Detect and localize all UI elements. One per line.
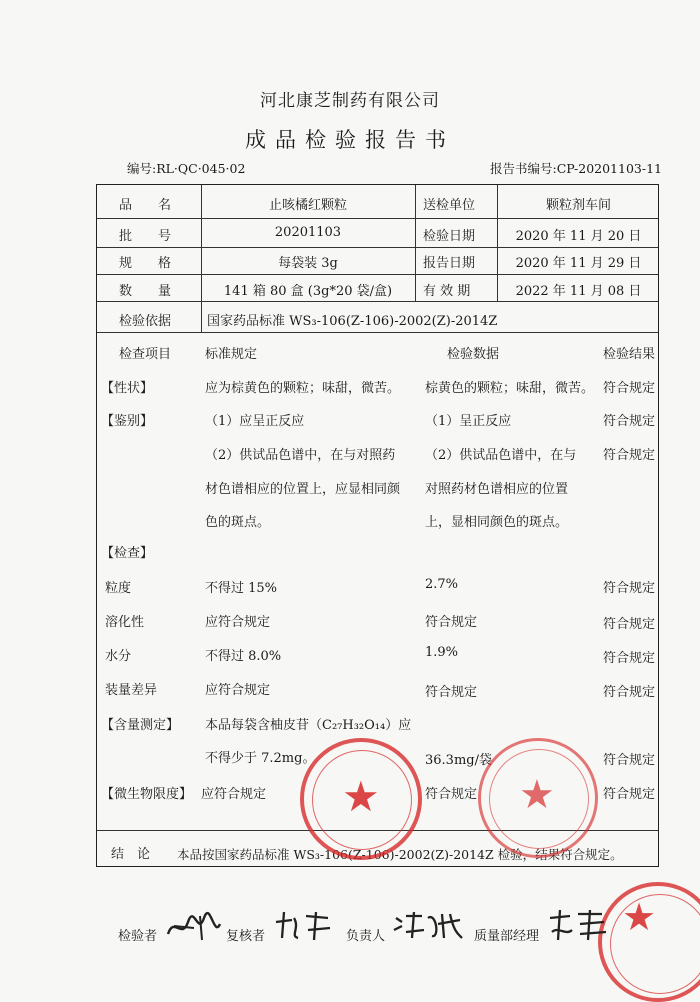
data-solubility: 符合规定 bbox=[425, 615, 478, 630]
manager-label: 负责人 bbox=[346, 929, 386, 944]
std-assay-line1: 本品每袋含柚皮苷（C₂₇H₃₂O₁₄）应 bbox=[205, 718, 412, 733]
value-submitting-unit: 颗粒剂车间 bbox=[545, 198, 611, 213]
label-quantity: 数 量 bbox=[119, 284, 172, 299]
document-code: 编号:RL·QC·045·02 bbox=[127, 161, 246, 176]
conclusion-text: 本品按国家药品标准 WS₃-106(Z-106)-2002(Z)-2014Z 检验，结果符合规定。 bbox=[177, 847, 623, 862]
result-moisture: 符合规定 bbox=[603, 651, 656, 666]
item-solubility: 溶化性 bbox=[105, 615, 145, 630]
value-quantity: 141 箱 80 盒 (3g*20 袋/盒) bbox=[223, 284, 393, 299]
data-particle-size: 2.7% bbox=[425, 577, 459, 592]
report-title: 成品检验报告书 bbox=[245, 128, 455, 152]
std-identification-2-line3: 色的斑点。 bbox=[205, 515, 271, 530]
value-basis: 国家药品标准 WS₃-106(Z-106)-2002(Z)-2014Z bbox=[207, 314, 498, 329]
label-report-date: 报告日期 bbox=[423, 256, 476, 271]
std-identification-2-line2: 材色谱相应的位置上，应显相同颜 bbox=[205, 482, 401, 497]
item-identification: 【鉴别】 bbox=[101, 414, 154, 429]
label-specification: 规 格 bbox=[119, 256, 172, 271]
result-identification-2: 符合规定 bbox=[603, 448, 656, 463]
data-identification-1: （1）呈正反应 bbox=[425, 414, 512, 429]
item-particle-size: 粒度 bbox=[105, 581, 132, 596]
data-identification-2-line3: 上，显相同颜色的斑点。 bbox=[425, 515, 569, 530]
value-specification: 每袋装 3g bbox=[278, 256, 338, 271]
reviewer-label: 复核者 bbox=[226, 929, 266, 944]
std-appearance: 应为棕黄色的颗粒；味甜，微苦。 bbox=[205, 381, 401, 396]
company-seal-left: ★ bbox=[300, 738, 422, 860]
data-appearance: 棕黄色的颗粒；味甜，微苦。 bbox=[425, 381, 595, 396]
conclusion-label: 结 论 bbox=[111, 847, 151, 862]
value-report-date: 2020 年 11 月 29 日 bbox=[515, 256, 642, 271]
pharmacy-seal: ★ bbox=[598, 882, 700, 1002]
item-appearance: 【性状】 bbox=[101, 381, 154, 396]
header-standard: 标准规定 bbox=[205, 347, 258, 362]
reviewer-signature bbox=[272, 908, 334, 944]
value-product-name: 止咳橘红颗粒 bbox=[268, 198, 347, 213]
value-inspection-date: 2020 年 11 月 20 日 bbox=[515, 229, 642, 244]
data-identification-2-line1: （2）供试品色谱中，在与 bbox=[425, 448, 577, 463]
result-particle-size: 符合规定 bbox=[603, 581, 656, 596]
label-product-name: 品 名 bbox=[119, 198, 172, 213]
result-microbial-limit: 符合规定 bbox=[603, 787, 656, 802]
result-fill-variation: 符合规定 bbox=[603, 685, 656, 700]
std-fill-variation: 应符合规定 bbox=[205, 683, 271, 698]
std-solubility: 应符合规定 bbox=[205, 615, 271, 630]
header-item: 检查项目 bbox=[119, 347, 172, 362]
result-appearance: 符合规定 bbox=[603, 381, 656, 396]
label-basis: 检验依据 bbox=[119, 314, 172, 329]
std-identification-1: （1）应呈正反应 bbox=[205, 414, 305, 429]
item-assay: 【含量测定】 bbox=[101, 718, 180, 733]
header-result: 检验结果 bbox=[603, 347, 656, 362]
qa-manager-signature bbox=[544, 906, 610, 944]
item-moisture: 水分 bbox=[105, 649, 132, 664]
company-seal-right: ★ bbox=[478, 738, 598, 858]
label-submitting-unit: 送检单位 bbox=[423, 198, 476, 213]
data-fill-variation: 符合规定 bbox=[425, 685, 478, 700]
qa-manager-label: 质量部经理 bbox=[474, 929, 540, 944]
item-fill-variation: 装量差异 bbox=[105, 683, 158, 698]
std-assay-line2: 不得少于 7.2mg。 bbox=[205, 751, 316, 766]
manager-signature bbox=[392, 908, 464, 944]
data-identification-2-line2: 对照药材色谱相应的位置 bbox=[425, 482, 569, 497]
value-batch-no: 20201103 bbox=[274, 225, 342, 240]
std-moisture: 不得过 8.0% bbox=[205, 649, 282, 664]
result-assay: 符合规定 bbox=[603, 753, 656, 768]
result-identification-1: 符合规定 bbox=[603, 414, 656, 429]
data-assay: 36.3mg/袋 bbox=[425, 753, 492, 768]
std-microbial-limit: 应符合规定 bbox=[201, 787, 267, 802]
label-inspection-date: 检验日期 bbox=[423, 229, 476, 244]
data-moisture: 1.9% bbox=[425, 645, 459, 660]
label-batch-no: 批 号 bbox=[119, 229, 172, 244]
report-number: 报告书编号:CP-20201103-11 bbox=[490, 161, 662, 176]
item-tests: 【检查】 bbox=[101, 546, 154, 561]
label-expiry: 有 效 期 bbox=[423, 284, 471, 299]
std-identification-2-line1: （2）供试品色谱中，在与对照药 bbox=[205, 448, 396, 463]
item-microbial-limit: 【微生物限度】 bbox=[101, 787, 193, 802]
value-expiry: 2022 年 11 月 08 日 bbox=[515, 284, 642, 299]
std-particle-size: 不得过 15% bbox=[205, 581, 278, 596]
result-solubility: 符合规定 bbox=[603, 617, 656, 632]
company-name: 河北康芝制药有限公司 bbox=[260, 91, 440, 111]
header-data: 检验数据 bbox=[447, 347, 500, 362]
inspector-label: 检验者 bbox=[118, 929, 158, 944]
inspector-signature bbox=[164, 910, 224, 944]
data-microbial-limit: 符合规定 bbox=[425, 787, 478, 802]
